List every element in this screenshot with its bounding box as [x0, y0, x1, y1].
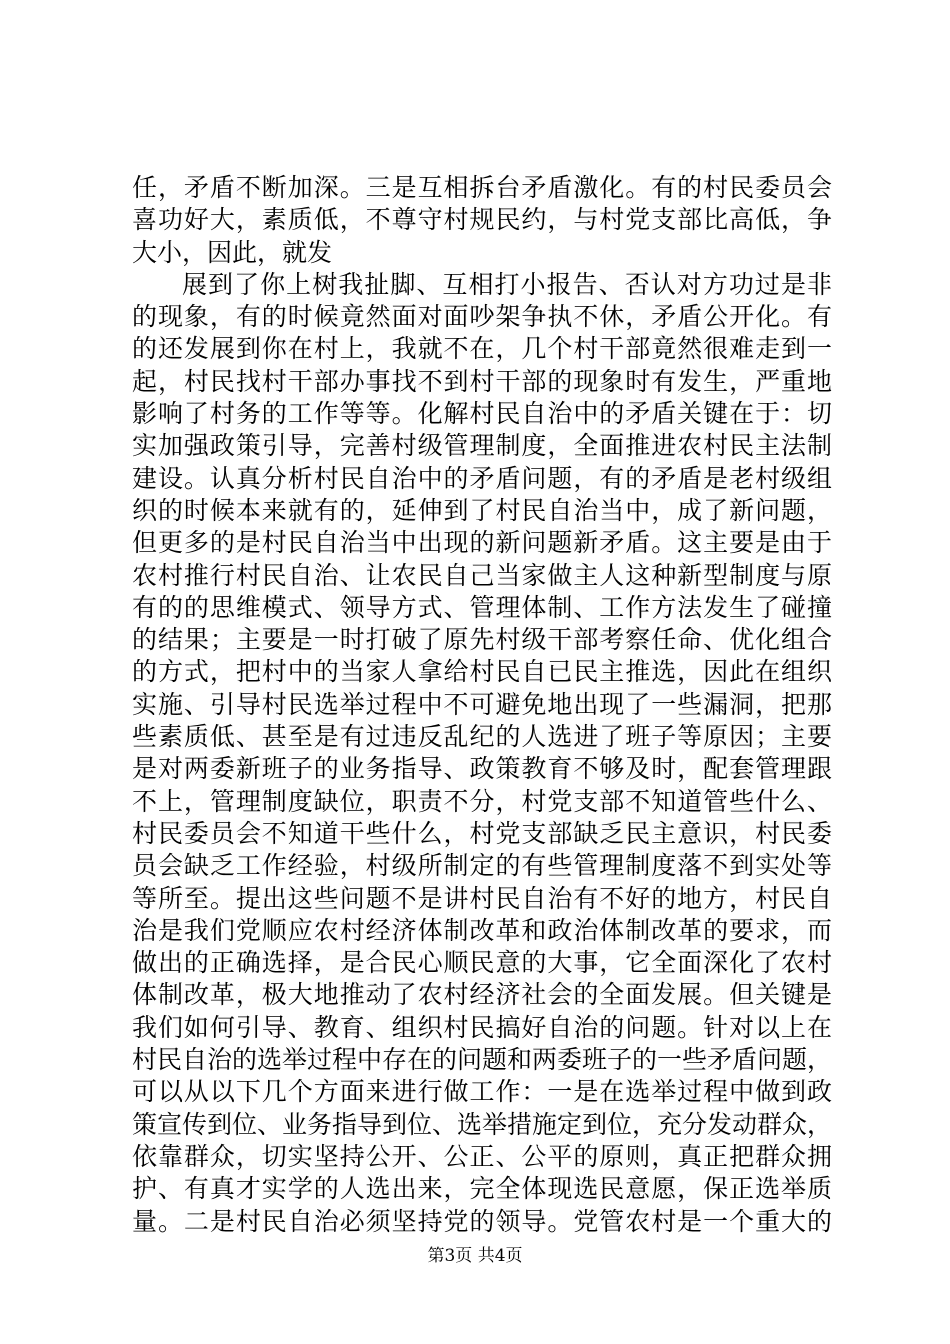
text-line: 任，矛盾不断加深。三是互相拆台矛盾激化。有的村民委员会 [132, 173, 832, 202]
text-line: 等所至。提出这些问题不是讲村民自治有不好的地方，村民自 [132, 883, 832, 913]
text-line: 是对两委新班子的业务指导、政策教育不够及时，配套管理跟 [132, 754, 832, 784]
text-line: 量。二是村民自治必须坚持党的领导。党管农村是一个重大的 [132, 1206, 832, 1236]
text-line: 有的的思维模式、领导方式、管理体制、工作方法发生了碰撞 [132, 592, 832, 622]
text-line: 的结果；主要是一时打破了原先村级干部考察任命、优化组合 [132, 625, 832, 655]
text-line: 的方式，把村中的当家人拿给村民自已民主推选，因此在组织 [132, 657, 832, 687]
text-line: 可以从以下几个方面来进行做工作：一是在选举过程中做到政 [132, 1077, 832, 1107]
text-line: 的还发展到你在村上，我就不在，几个村干部竟然很难走到一 [132, 334, 832, 364]
text-line: 实加强政策引导，完善村级管理制度，全面推进农村民主法制 [132, 431, 832, 461]
text-line: 员会缺乏工作经验，村级所制定的有些管理制度落不到实处等 [132, 851, 832, 881]
text-line: 起，村民找村干部办事找不到村干部的现象时有发生，严重地 [132, 366, 832, 396]
text-line: 我们如何引导、教育、组织村民搞好自治的问题。针对以上在 [132, 1012, 832, 1042]
text-line: 织的时候本来就有的，延伸到了村民自治当中，成了新问题， [132, 495, 832, 525]
text-line: 建设。认真分析村民自治中的矛盾问题，有的矛盾是老村级组 [132, 463, 832, 493]
text-line: 村民委员会不知道干些什么，村党支部缺乏民主意识，村民委 [132, 818, 832, 848]
text-line: 实施、引导村民选举过程中不可避免地出现了一些漏洞，把那 [132, 689, 832, 719]
text-line: 治是我们党顺应农村经济体制改革和政治体制改革的要求，而 [132, 915, 832, 945]
text-line: 体制改革，极大地推动了农村经济社会的全面发展。但关键是 [132, 980, 832, 1010]
text-line: 农村推行村民自治、让农民自己当家做主人这种新型制度与原 [132, 560, 832, 590]
text-line: 策宣传到位、业务指导到位、选举措施定到位，充分发动群众， [132, 1109, 832, 1139]
text-line: 影响了村务的工作等等。化解村民自治中的矛盾关键在于：切 [132, 399, 832, 429]
text-line: 些素质低、甚至是有过违反乱纪的人选进了班子等原因；主要 [132, 722, 832, 752]
text-line: 但更多的是村民自治当中出现的新问题新矛盾。这主要是由于 [132, 528, 832, 558]
text-line: 护、有真才实学的人选出来，完全体现选民意愿，保正选举质 [132, 1174, 832, 1204]
text-line: 大小，因此，就发 [132, 237, 333, 267]
text-line: 展到了你上树我扯脚、互相打小报告、否认对方功过是非 [182, 269, 832, 299]
text-line: 的现象，有的时候竟然面对面吵架争执不休，矛盾公开化。有 [132, 302, 832, 332]
page-footer: 第3页 共4页 [427, 1246, 523, 1266]
text-line: 依靠群众，切实坚持公开、公正、公平的原则，真正把群众拥 [132, 1141, 832, 1171]
text-line: 不上，管理制度缺位，职责不分，村党支部不知道管些什么、 [132, 786, 832, 816]
text-line: 村民自治的选举过程中存在的问题和两委班子的一些矛盾问题， [132, 1045, 832, 1075]
text-line: 喜功好大，素质低，不尊守村规民约，与村党支部比高低，争 [132, 205, 832, 235]
text-line: 做出的正确选择，是合民心顺民意的大事，它全面深化了农村 [132, 948, 832, 978]
document-body [132, 172, 832, 1238]
